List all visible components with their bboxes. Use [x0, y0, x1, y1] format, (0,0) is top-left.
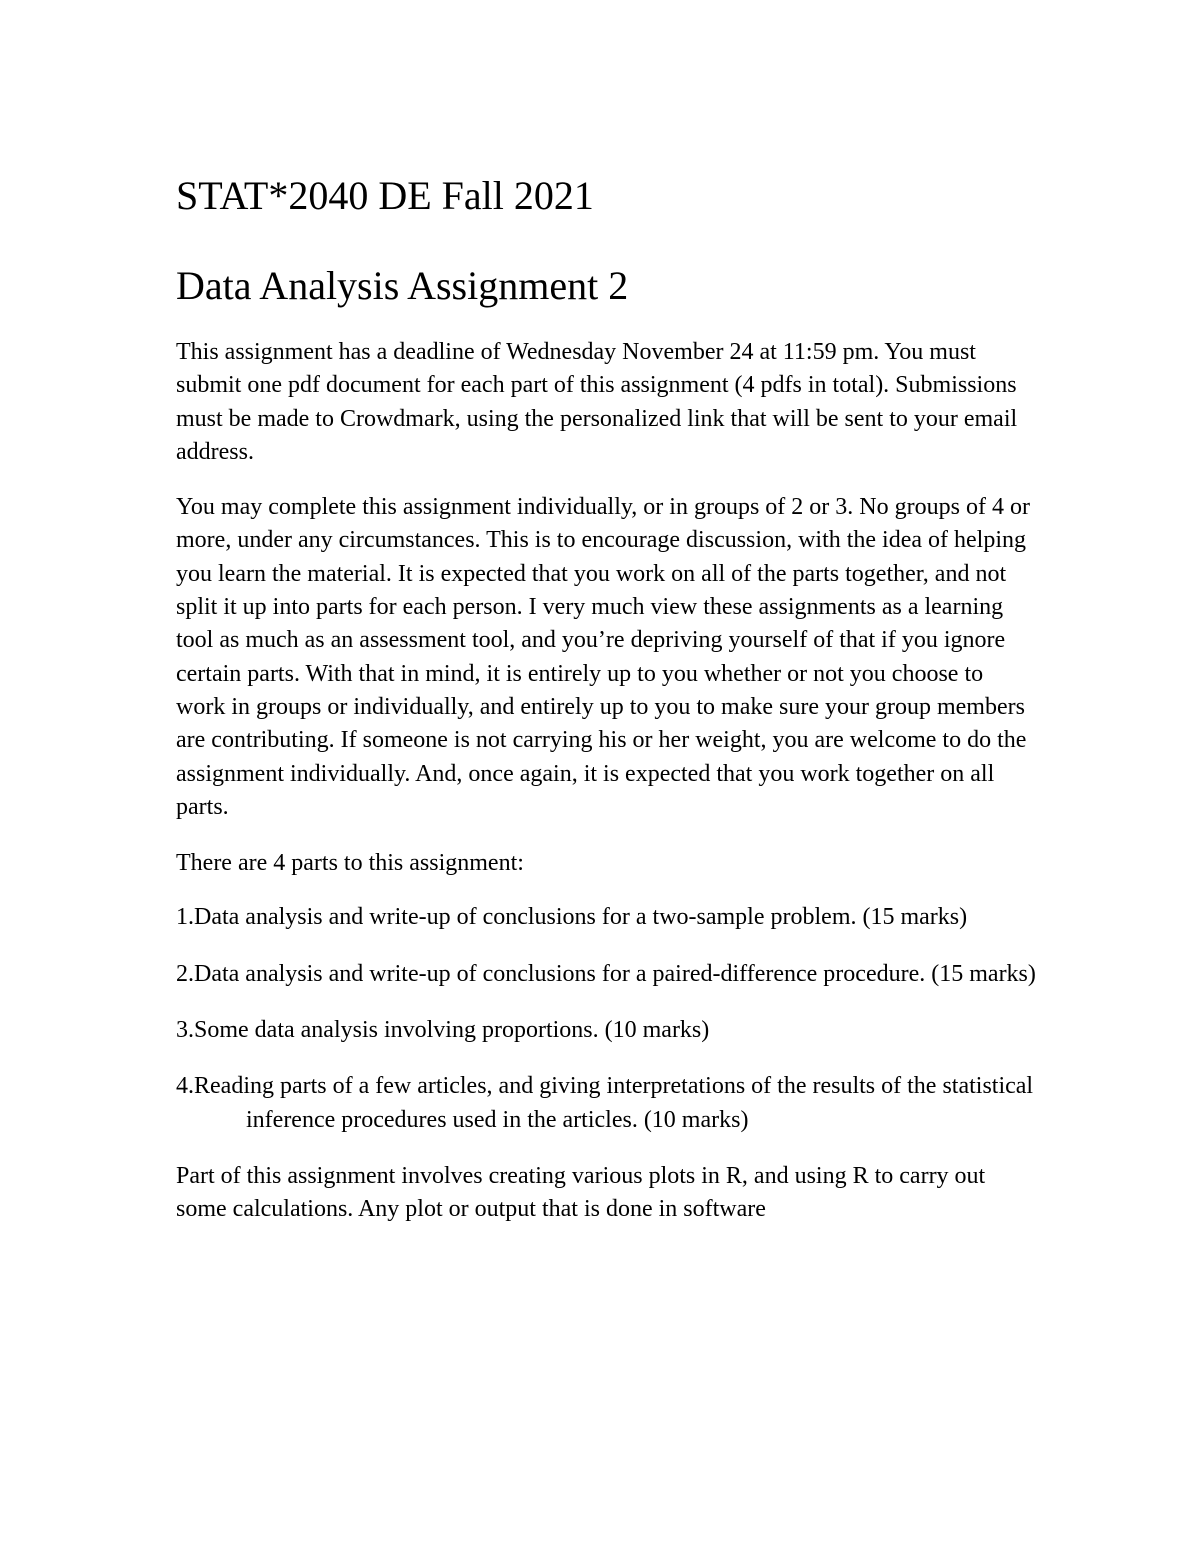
deadline-paragraph: This assignment has a deadline of Wednesday November 24 at 11:59 pm. You must submit one pdf document for each part of this assignment (4 pdfs in total). Submissions must be made to Crowdmark, using the personalized link that will be sent to your email address.: [176, 339, 1018, 465]
assignment-title: Data Analysis Assignment 2: [176, 263, 629, 308]
parts-intro-paragraph: There are 4 parts to this assignment:: [176, 850, 524, 877]
list-item: 3.Some data analysis involving proportions. (10 marks): [176, 1017, 710, 1044]
list-item: 2.Data analysis and write-up of conclusions for a paired-difference procedure. (15 marks): [176, 960, 1036, 987]
list-item: 4.Reading parts of a few articles, and giving interpretations of the results of the statistical inference procedures used in the articles. (10 marks): [176, 1073, 1034, 1133]
groups-paragraph: You may complete this assignment individually, or in groups of 2 or 3. No groups of 4 or more, under any circumstances. This is to encourage discussion, with the idea of helping you learn the material. It is expected that you work on all of the parts together, and not split it up into parts for each person. I very much view these assignments as a learning tool as much as an assessment tool, and you’re depriving yourself of that if you ignore certain parts. With that in mind, it is entirely up to you whether or not you choose to work in groups or individually, and entirely up to you to make sure your group members are contributing. If someone is not carrying his or her weight, you are welcome to do the assignment individually. And, once again, it is expected that you work together on all parts.: [176, 494, 1030, 820]
course-title: STAT*2040 DE Fall 2021: [176, 173, 594, 218]
document-page: [176, 172, 1036, 1227]
list-item: 1.Data analysis and write-up of conclusions for a two-sample problem. (15 marks): [176, 904, 968, 931]
parts-list: [176, 901, 1036, 1136]
software-paragraph: Part of this assignment involves creating various plots in R, and using R to carry out some calculations. Any plot or output that is done in software: [176, 1162, 986, 1223]
